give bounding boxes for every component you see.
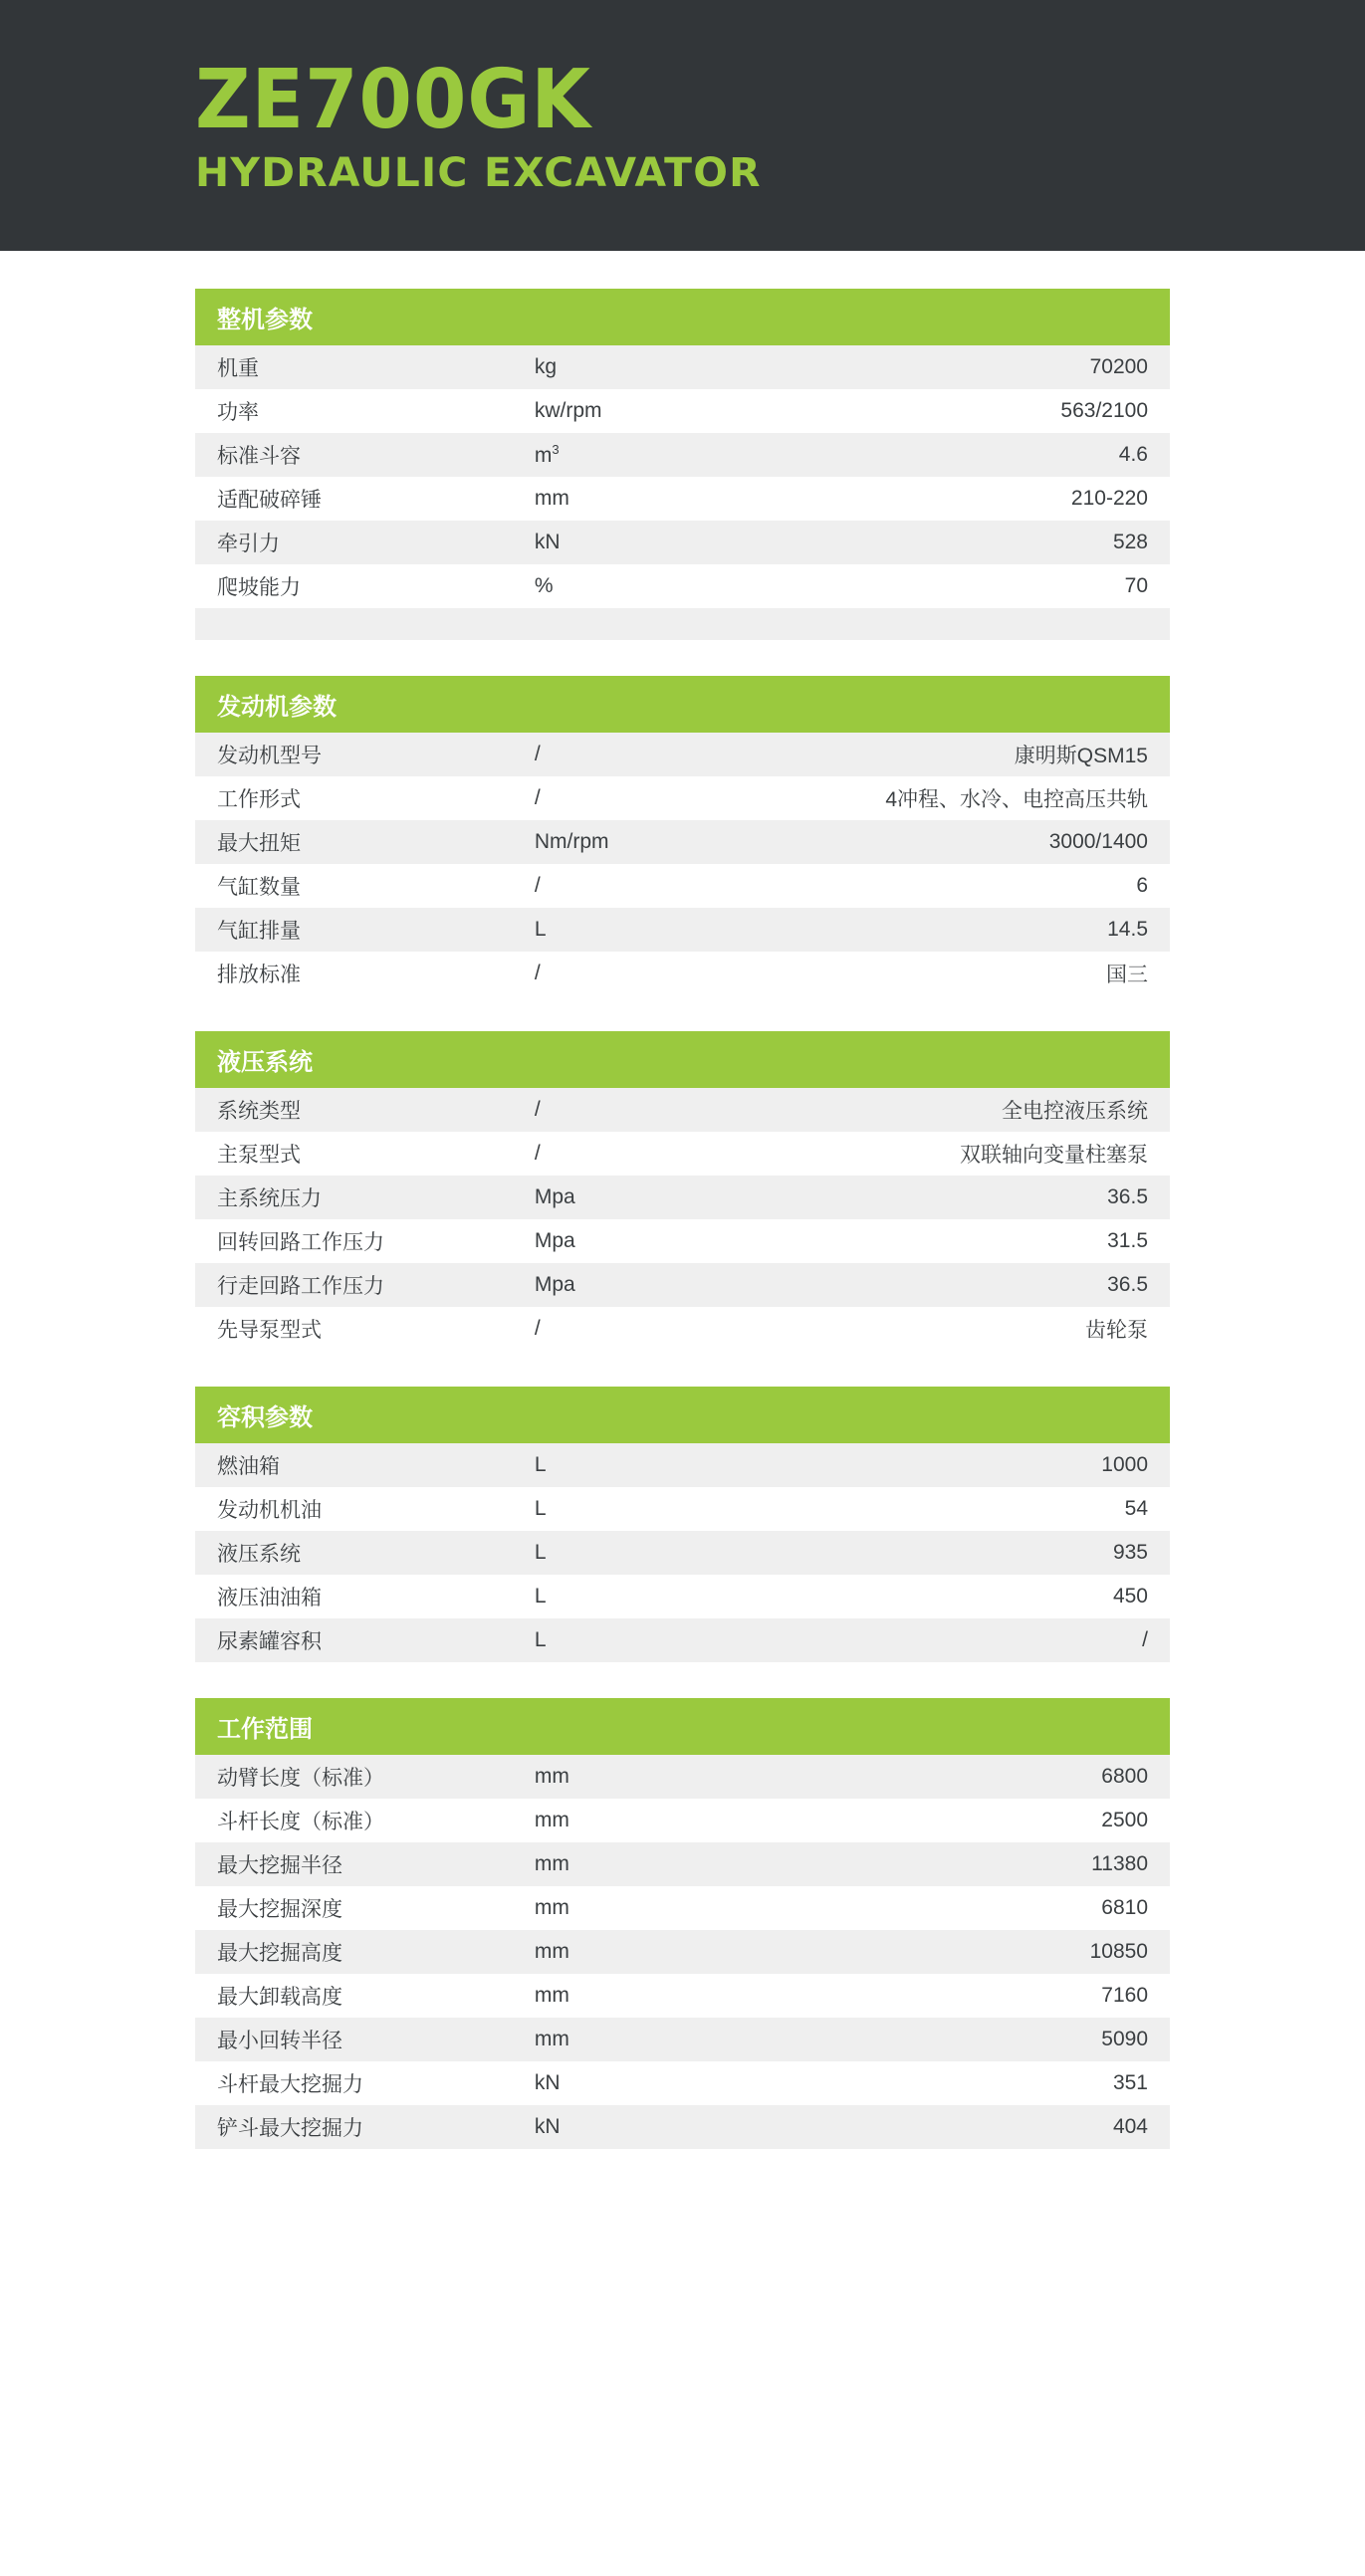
spec-value: 国三: [780, 952, 1170, 995]
spec-name: 气缸排量: [195, 908, 527, 952]
table-row: [195, 1531, 1170, 1575]
spec-name: 最大挖掘深度: [195, 1886, 527, 1930]
spec-section: [195, 676, 1170, 995]
spec-name: 排放标准: [195, 952, 527, 995]
spec-name: 最大卸载高度: [195, 1974, 527, 2018]
table-row: [195, 1088, 1170, 1132]
spec-value: 31.5: [780, 1219, 1170, 1263]
spec-table: [195, 1088, 1170, 1351]
spec-value: 70200: [780, 345, 1170, 389]
product-type-label: HYDRAULIC EXCAVATOR: [195, 149, 762, 196]
spec-unit: %: [527, 564, 781, 608]
spec-unit: kN: [527, 521, 781, 564]
spec-unit: kN: [527, 2105, 781, 2149]
table-row: [195, 776, 1170, 820]
spec-name: 最大挖掘半径: [195, 1842, 527, 1886]
spec-unit: mm: [527, 477, 781, 521]
spec-value: /: [780, 1618, 1170, 1662]
spec-table: [195, 733, 1170, 995]
spec-value: 2500: [780, 1799, 1170, 1842]
table-row: [195, 908, 1170, 952]
spec-unit: mm: [527, 1755, 781, 1799]
spec-name: 主系统压力: [195, 1176, 527, 1219]
table-row: [195, 820, 1170, 864]
spec-unit: kN: [527, 2061, 781, 2105]
table-row: [195, 1443, 1170, 1487]
spec-name: 爬坡能力: [195, 564, 527, 608]
spec-value: 齿轮泵: [780, 1307, 1170, 1351]
spec-unit: L: [527, 908, 781, 952]
table-row: [195, 2105, 1170, 2149]
table-row: [195, 1799, 1170, 1842]
spec-value: 3000/1400: [780, 820, 1170, 864]
table-row: [195, 345, 1170, 389]
spec-section: [195, 289, 1170, 640]
spec-name: 最大挖掘高度: [195, 1930, 527, 1974]
spec-name: 回转回路工作压力: [195, 1219, 527, 1263]
spec-value: 康明斯QSM15: [780, 733, 1170, 776]
spec-name: 斗杆长度（标准）: [195, 1799, 527, 1842]
spec-value: 7160: [780, 1974, 1170, 2018]
spec-name: 标准斗容: [195, 433, 527, 477]
table-row: [195, 864, 1170, 908]
spec-name: 液压系统: [195, 1531, 527, 1575]
spec-value: 935: [780, 1531, 1170, 1575]
spec-value: 全电控液压系统: [780, 1088, 1170, 1132]
spec-unit: Nm/rpm: [527, 820, 781, 864]
spec-unit: Mpa: [527, 1176, 781, 1219]
table-row: [195, 1176, 1170, 1219]
spec-unit: L: [527, 1443, 781, 1487]
spec-name: 工作形式: [195, 776, 527, 820]
spec-value: 双联轴向变量柱塞泵: [780, 1132, 1170, 1176]
spec-section: [195, 1387, 1170, 1662]
spec-unit: mm: [527, 1842, 781, 1886]
spec-name: 斗杆最大挖掘力: [195, 2061, 527, 2105]
spec-unit: /: [527, 952, 781, 995]
section-title: 整机参数: [195, 289, 1170, 345]
table-row: [195, 1755, 1170, 1799]
table-row: [195, 1307, 1170, 1351]
spec-unit: Mpa: [527, 1263, 781, 1307]
spec-name: 适配破碎锤: [195, 477, 527, 521]
spec-name: 动臂长度（标准）: [195, 1755, 527, 1799]
table-spacer-row: [195, 608, 1170, 640]
spec-value: 4冲程、水冷、电控高压共轨: [780, 776, 1170, 820]
spec-unit: kw/rpm: [527, 389, 781, 433]
spec-name: 机重: [195, 345, 527, 389]
spec-unit: /: [527, 1132, 781, 1176]
spec-value: 14.5: [780, 908, 1170, 952]
table-row: [195, 389, 1170, 433]
spec-unit: mm: [527, 1974, 781, 2018]
spec-value: 6810: [780, 1886, 1170, 1930]
section-title: 发动机参数: [195, 676, 1170, 733]
spec-name: 铲斗最大挖掘力: [195, 2105, 527, 2149]
table-row: [195, 733, 1170, 776]
spec-value: 528: [780, 521, 1170, 564]
spec-table: [195, 345, 1170, 640]
spec-value: 36.5: [780, 1176, 1170, 1219]
spec-unit: L: [527, 1487, 781, 1531]
section-title: 工作范围: [195, 1698, 1170, 1755]
table-row: [195, 1487, 1170, 1531]
spec-unit: /: [527, 1307, 781, 1351]
table-row: [195, 477, 1170, 521]
spec-name: 尿素罐容积: [195, 1618, 527, 1662]
spec-table: [195, 1755, 1170, 2149]
section-title: 液压系统: [195, 1031, 1170, 1088]
spec-name: 发动机型号: [195, 733, 527, 776]
spec-value: 563/2100: [780, 389, 1170, 433]
spec-name: 先导泵型式: [195, 1307, 527, 1351]
spec-unit: /: [527, 1088, 781, 1132]
spec-unit: L: [527, 1575, 781, 1618]
spec-tables-container: [0, 251, 1365, 2209]
table-row: [195, 521, 1170, 564]
model-name: ZE700GK: [195, 53, 591, 147]
table-row: [195, 2018, 1170, 2061]
spec-value: 4.6: [780, 433, 1170, 477]
spec-name: 气缸数量: [195, 864, 527, 908]
spec-name: 主泵型式: [195, 1132, 527, 1176]
table-row: [195, 1974, 1170, 2018]
spec-value: 36.5: [780, 1263, 1170, 1307]
table-row: [195, 1263, 1170, 1307]
spec-unit: mm: [527, 1886, 781, 1930]
spec-value: 450: [780, 1575, 1170, 1618]
spec-section: [195, 1698, 1170, 2149]
spec-table: [195, 1443, 1170, 1662]
table-row: [195, 952, 1170, 995]
spec-value: 1000: [780, 1443, 1170, 1487]
spec-unit: mm: [527, 1799, 781, 1842]
spec-unit: L: [527, 1618, 781, 1662]
spec-unit: kg: [527, 345, 781, 389]
spec-unit: /: [527, 733, 781, 776]
table-row: [195, 1930, 1170, 1974]
spec-value: 11380: [780, 1842, 1170, 1886]
table-spacer-cell: [195, 608, 1170, 640]
table-row: [195, 2061, 1170, 2105]
spec-value: 404: [780, 2105, 1170, 2149]
spec-value: 5090: [780, 2018, 1170, 2061]
table-row: [195, 1842, 1170, 1886]
table-row: [195, 564, 1170, 608]
spec-name: 系统类型: [195, 1088, 527, 1132]
spec-value: 54: [780, 1487, 1170, 1531]
table-row: [195, 1132, 1170, 1176]
spec-name: 液压油油箱: [195, 1575, 527, 1618]
spec-name: 最大扭矩: [195, 820, 527, 864]
document-header: [0, 0, 1365, 251]
spec-value: 351: [780, 2061, 1170, 2105]
spec-section: [195, 1031, 1170, 1351]
section-title: 容积参数: [195, 1387, 1170, 1443]
spec-name: 燃油箱: [195, 1443, 527, 1487]
table-row: [195, 1219, 1170, 1263]
spec-name: 功率: [195, 389, 527, 433]
spec-unit: /: [527, 776, 781, 820]
table-row: [195, 433, 1170, 477]
table-row: [195, 1618, 1170, 1662]
spec-name: 牵引力: [195, 521, 527, 564]
spec-unit: $m^3$: [527, 433, 781, 477]
spec-unit: /: [527, 864, 781, 908]
spec-value: 10850: [780, 1930, 1170, 1974]
spec-name: 最小回转半径: [195, 2018, 527, 2061]
spec-value: 210-220: [780, 477, 1170, 521]
table-row: [195, 1886, 1170, 1930]
spec-unit: mm: [527, 1930, 781, 1974]
spec-unit: mm: [527, 2018, 781, 2061]
spec-value: 70: [780, 564, 1170, 608]
spec-unit: Mpa: [527, 1219, 781, 1263]
spec-value: 6: [780, 864, 1170, 908]
spec-value: 6800: [780, 1755, 1170, 1799]
spec-name: 发动机机油: [195, 1487, 527, 1531]
table-row: [195, 1575, 1170, 1618]
spec-unit: L: [527, 1531, 781, 1575]
spec-name: 行走回路工作压力: [195, 1263, 527, 1307]
